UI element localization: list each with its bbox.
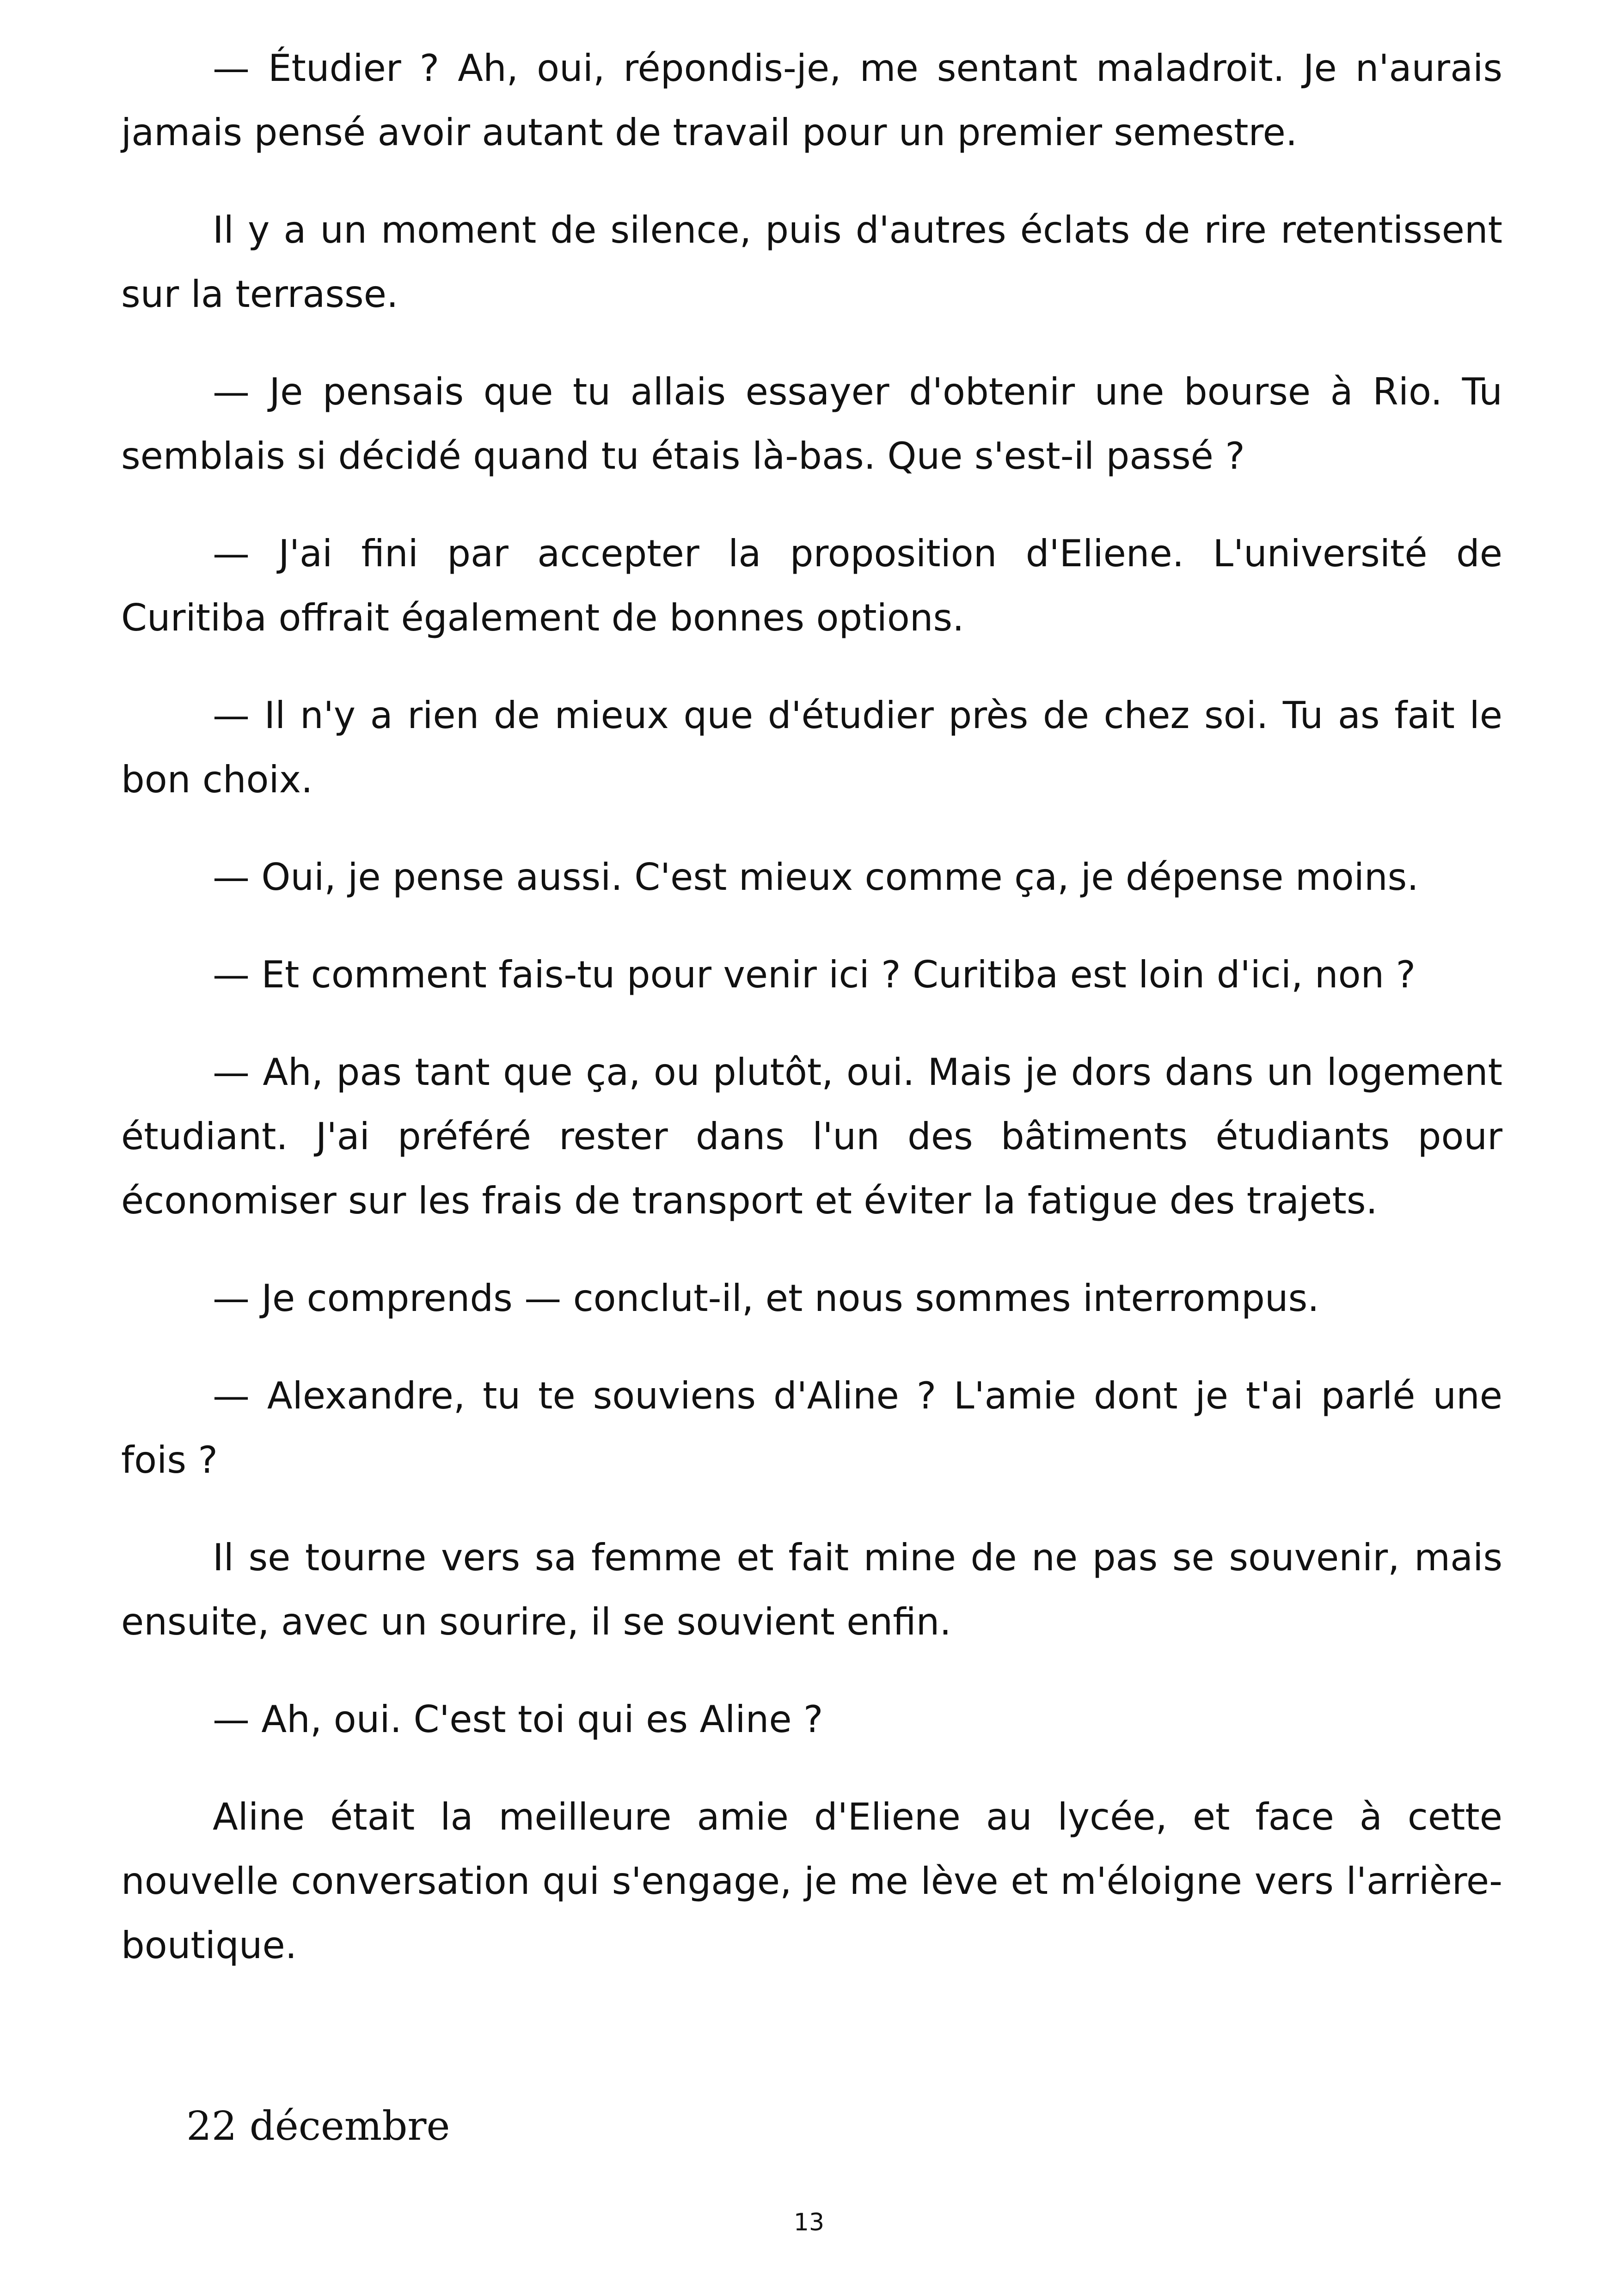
paragraph: — Ah, oui. C'est toi qui es Aline ? xyxy=(213,1698,823,1741)
paragraph: — Je comprends — conclut-il, et nous sommes interrompus. xyxy=(213,1277,1319,1320)
page-number: 13 xyxy=(793,2209,825,2236)
paragraph: — Je pensais que tu allais essayer d'obtenir une bourse à Rio. Tu semblais si décidé quand tu étais là-bas. Que s'est-il passé ? xyxy=(121,370,1502,478)
paragraph: — Ah, pas tant que ça, ou plutôt, oui. Mais je dors dans un logement étudiant. J'ai préféré rester dans l'un des bâtiments étudiants pour économiser sur les frais de transport et éviter la fatigue des trajets. xyxy=(121,1051,1502,1222)
paragraph: — J'ai fini par accepter la proposition d'Eliene. L'université de Curitiba offrait également de bonnes options. xyxy=(121,532,1502,639)
paragraph: Il y a un moment de silence, puis d'autres éclats de rire retentissent sur la terrasse. xyxy=(121,208,1502,316)
body-text xyxy=(121,36,1502,1978)
paragraph: — Alexandre, tu te souviens d'Aline ? L'amie dont je t'ai parlé une fois ? xyxy=(121,1374,1502,1482)
paragraph: — Oui, je pense aussi. C'est mieux comme ça, je dépense moins. xyxy=(213,856,1419,899)
date-heading: 22 décembre xyxy=(186,2103,450,2149)
paragraph: — Il n'y a rien de mieux que d'étudier près de chez soi. Tu as fait le bon choix. xyxy=(121,694,1502,801)
paragraph: — Étudier ? Ah, oui, répondis-je, me sentant maladroit. Je n'aurais jamais pensé avoir autant de travail pour un premier semestre. xyxy=(121,47,1502,154)
paragraph: Aline était la meilleure amie d'Eliene au lycée, et face à cette nouvelle conversation qui s'engage, je me lève et m'éloigne vers l'arrière-boutique. xyxy=(121,1795,1502,1967)
paragraph: — Et comment fais-tu pour venir ici ? Curitiba est loin d'ici, non ? xyxy=(213,953,1416,996)
paragraph: Il se tourne vers sa femme et fait mine de ne pas se souvenir, mais ensuite, avec un sourire, il se souvient enfin. xyxy=(121,1536,1502,1643)
